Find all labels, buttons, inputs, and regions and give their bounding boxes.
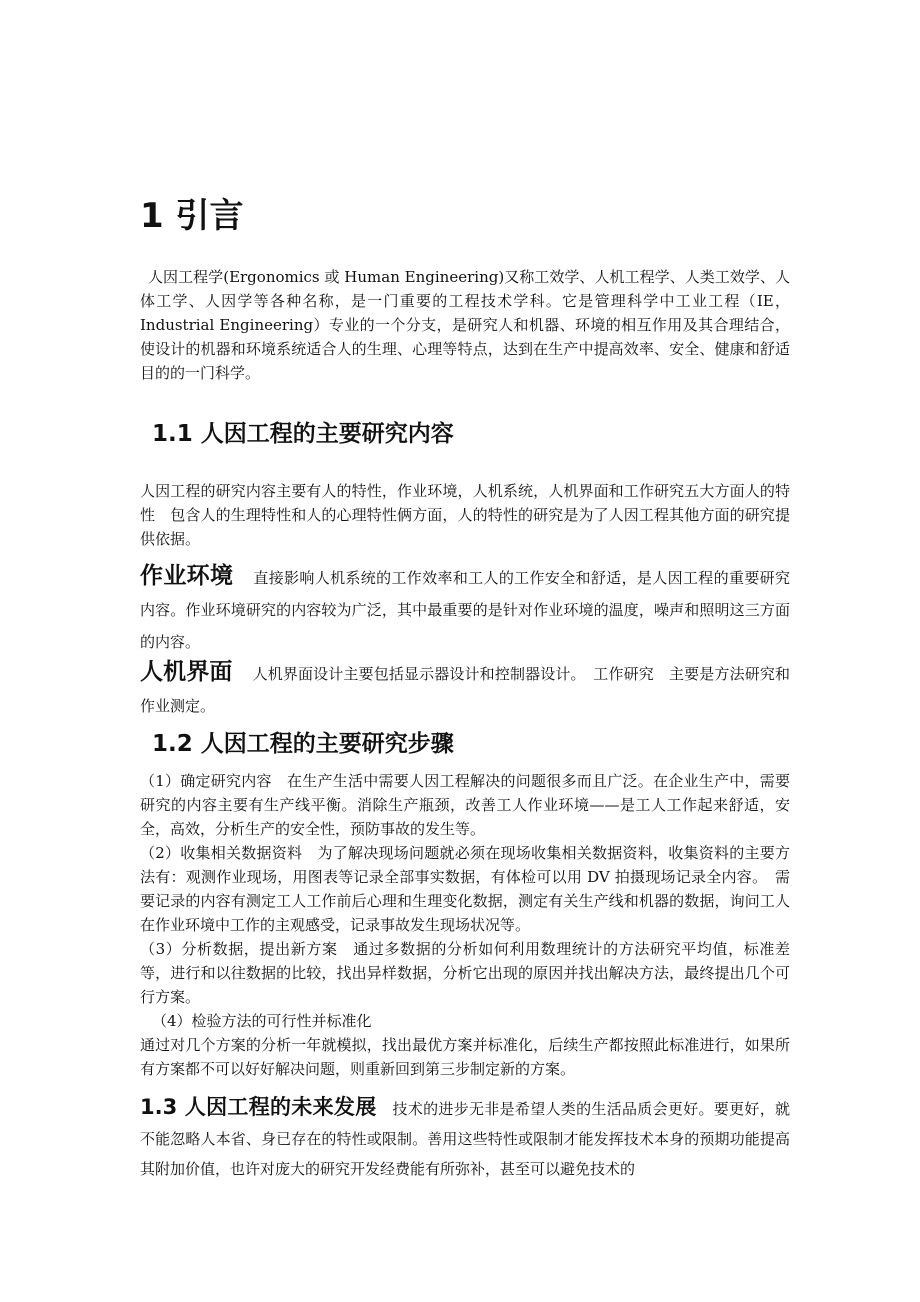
section-1-3-paragraph [140, 1092, 790, 1184]
step-4-paragraph: 通过对几个方案的分析一年就模拟，找出最优方案并标准化，后续生产都按照此标准进行，如果所有方案都不可以好好解决问题，则重新回到第三步制定新的方案。 [140, 1036, 790, 1078]
work-environment-text: 直接影响人机系统的工作效率和工人的工作安全和舒适，是人因工程的重要研究内容。作业环境研究的内容较为广泛，其中最重要的是针对作业环境的温度，噪声和照明这三方面的内容。 [140, 569, 790, 651]
hmi-title: 人机界面 [140, 659, 233, 685]
step-3-paragraph: （3）分析数据，提出新方案 通过多数据的分析如何利用数理统计的方法研究平均值，标准差等，进行和以往数据的比较，找出异样数据，分析它出现的原因并找出解决方法，最终提出几个可行方案。 [140, 940, 790, 1006]
step-4-title: （4）检验方法的可行性并标准化 [152, 1012, 372, 1030]
section-1-3-heading: 1.3 人因工程的未来发展 [140, 1095, 377, 1119]
step-2-paragraph: （2）收集相关数据资料 为了解决现场问题就必须在现场收集相关数据资料，收集资料的主要方法有：观测作业现场，用图表等记录全部事实数据，有体检可以用 DV 拍摄现场记录全内容。 需要记录的内容有测定工人工作前后心理和生理变化数据，测定有关生产线和机器的数据，询问工人在作业环境中工作的主观感受，记录事故发生现场状况等。 [140, 844, 790, 934]
section-1-1-paragraph: 人因工程的研究内容主要有人的特性，作业环境，人机系统，人机界面和工作研究五大方面人的特性 包含人的生理特性和人的心理特性俩方面，人的特性的研究是为了人因工程其他方面的研究提供依据。 [140, 482, 790, 548]
work-environment-paragraph [140, 560, 790, 658]
hmi-text: 人机界面设计主要包括显示器设计和控制器设计。 工作研究 主要是方法研究和作业测定。 [140, 665, 790, 715]
step-1-paragraph: （1）确定研究内容 在生产生活中需要人因工程解决的问题很多而且广泛。在企业生产中，需要研究的内容主要有生产线平衡。消除生产瓶颈，改善工人作业环境——是工人工作起来舒适，安全，高效，分析生产的安全性，预防事故的发生等。 [140, 772, 790, 838]
section-1-1-heading: 1.1 人因工程的主要研究内容 [152, 421, 454, 447]
hmi-paragraph [140, 656, 790, 722]
intro-paragraph: 人因工程学(Ergonomics 或 Human Engineering)又称工效学、人机工程学、人类工效学、人体工学、人因学等各种名称，是一门重要的工程技术学科。它是管理科学中工业工程（IE，Industrial Engineering）专业的一个分支，是研究人和机器、环境的相互作用及其合理结合，使设计的机器和环境系统适合人的生理、心理等特点，达到在生产中提高效率、安全、健康和舒适目的的一门科学。 [140, 268, 790, 382]
work-environment-title: 作业环境 [140, 563, 234, 589]
chapter-title: 1 引言 [140, 196, 244, 236]
section-1-3-text: 技术的进步无非是希望人类的生活品质会更好。要更好，就不能忽略人本省、身已存在的特性或限制。善用这些特性或限制才能发挥技术本身的预期功能提高其附加价值，也许对庞大的研究开发经费能有所弥补，甚至可以避免技术的 [140, 1100, 790, 1178]
section-1-2-heading: 1.2 人因工程的主要研究步骤 [152, 731, 454, 757]
